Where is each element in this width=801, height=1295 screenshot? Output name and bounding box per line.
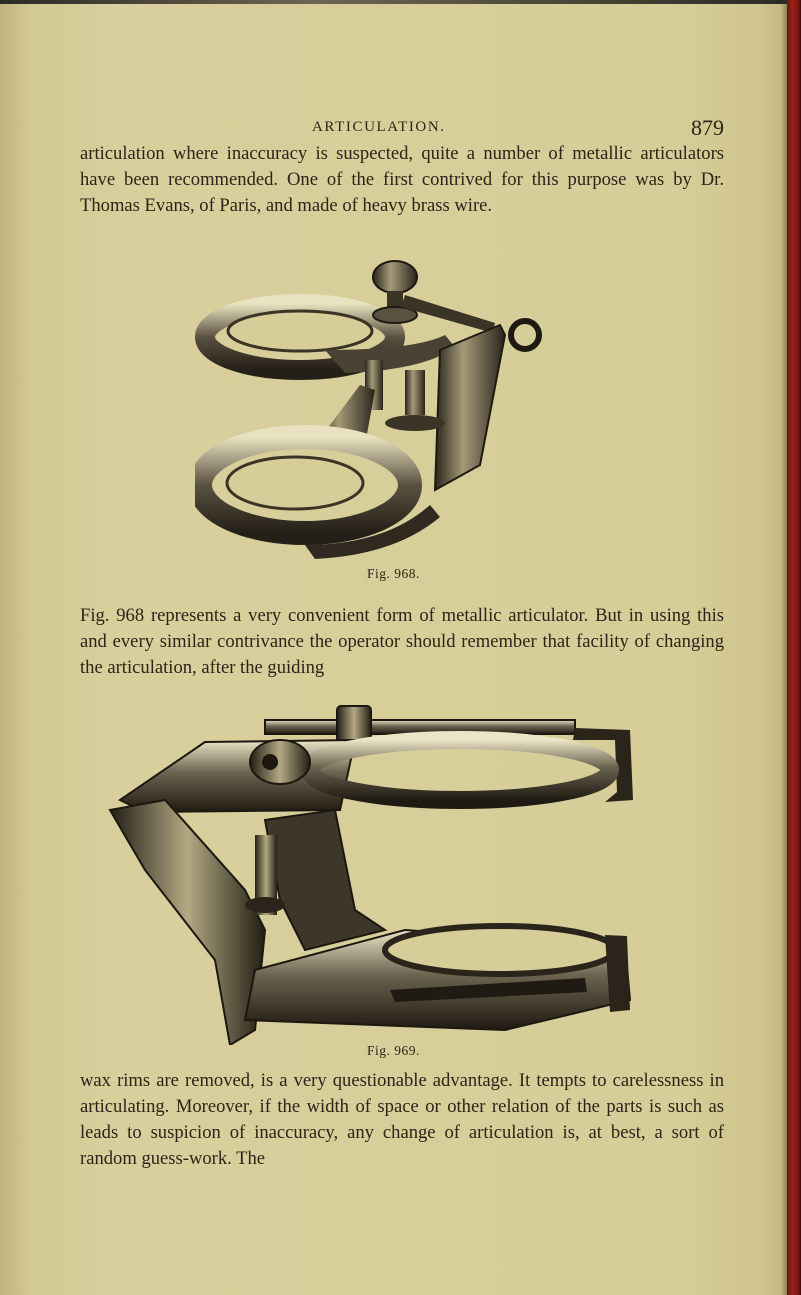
book-cover-edge xyxy=(787,0,801,1295)
running-head-title: ARTICULATION. xyxy=(312,119,446,135)
figure-969-caption: Fig. 969. xyxy=(367,1043,420,1058)
paragraph-3: wax rims are removed, is a very questionable advantage. It tempts to carelessness in articulating. Moreover, if the width of space or other relation of the parts is such as leads to suspicion of inaccuracy, any change of articulation is, at best, a sort of random guess-work. The xyxy=(80,1070,724,1169)
page-top-edge xyxy=(0,0,787,4)
paragraph-1: articulation where inaccuracy is suspected, quite a number of metallic articulators have been recommended. One of the first contrived for this purpose was by Dr. Thomas Evans, of Paris, and made of heavy brass wire. xyxy=(80,143,724,216)
figure-968-caption: Fig. 968. xyxy=(367,566,420,581)
figure-968-articulator-illustration xyxy=(195,255,550,560)
figure-969-articulator-illustration xyxy=(105,700,635,1045)
paragraph-2: Fig. 968 represents a very convenient form of metallic articulator. But in using this and every similar contrivance the operator should remember that facility of changing the articulation, after the guiding xyxy=(80,605,724,678)
page-number: 879 xyxy=(691,115,724,140)
